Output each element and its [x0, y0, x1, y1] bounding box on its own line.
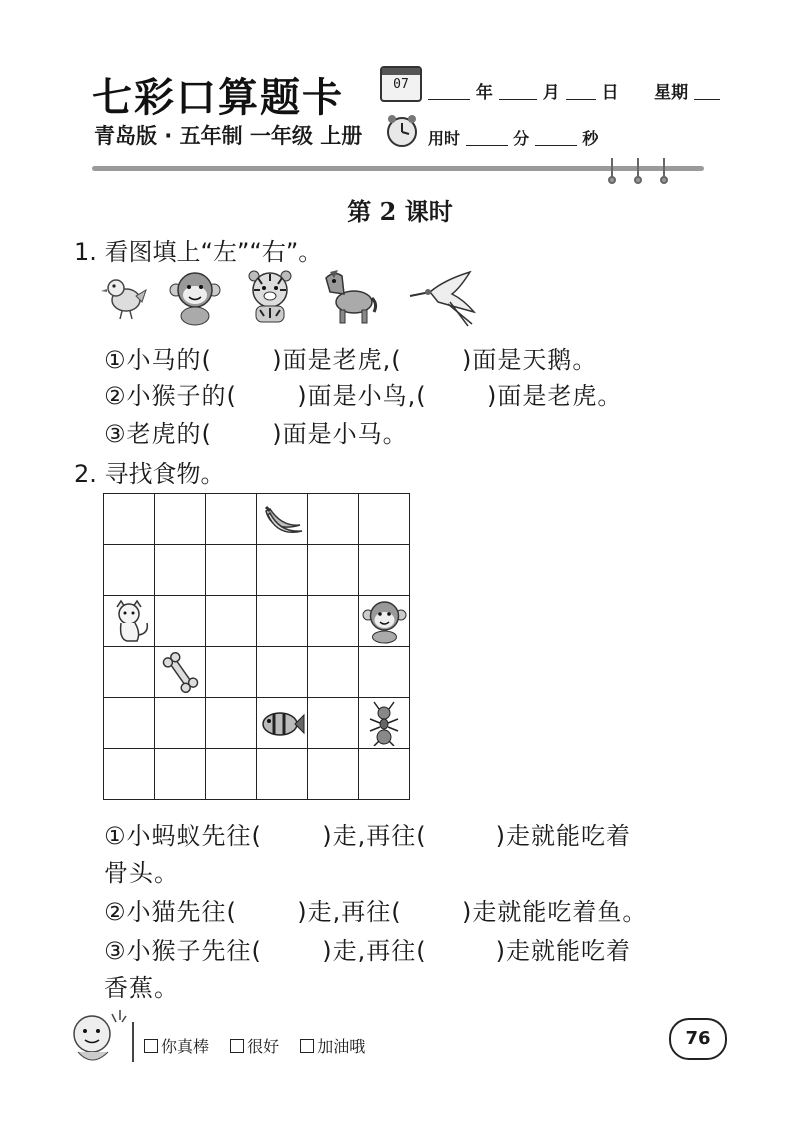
- time-used-label: 用时: [428, 129, 461, 148]
- grid-cell: [155, 545, 206, 596]
- grid-cell: [155, 749, 206, 800]
- rating-option-keep-going[interactable]: 加油哦: [300, 1037, 365, 1056]
- grid-cell: [104, 647, 155, 698]
- grid-cell: [155, 647, 206, 698]
- checkbox-icon: [300, 1039, 314, 1053]
- time-used-line: [428, 126, 598, 149]
- grid-cell: [206, 494, 257, 545]
- grid-cell: [155, 698, 206, 749]
- bird-icon: [100, 272, 148, 322]
- grid-cell: [257, 545, 308, 596]
- self-rating: [144, 1034, 381, 1057]
- date-fill-line: [428, 78, 720, 103]
- q2-item-1-cont: 骨头。: [104, 859, 179, 887]
- grid-cell: [257, 647, 308, 698]
- grid-cell: [359, 596, 410, 647]
- q2-item-1: ①小蚂蚁先往( )走,再往( )走就能吃着: [104, 822, 632, 850]
- grid-cell: [359, 647, 410, 698]
- footer-divider: [132, 1022, 134, 1062]
- grid-cell: [104, 494, 155, 545]
- q1-item-3: ③老虎的( )面是小马。: [104, 420, 408, 448]
- grid-cell: [206, 596, 257, 647]
- grid-cell: [206, 647, 257, 698]
- minute-label: 分: [513, 129, 530, 148]
- day-label: 日: [601, 83, 619, 103]
- banana-icon: [260, 497, 305, 542]
- calendar-day: 07: [393, 77, 409, 92]
- checkbox-icon: [230, 1039, 244, 1053]
- q2-item-3-cont: 香蕉。: [104, 974, 179, 1002]
- fish-icon: [260, 701, 305, 746]
- question-2-title: 2. 寻找食物。: [74, 460, 225, 488]
- question-1-title: 1. 看图填上“左”“右”。: [74, 238, 323, 266]
- weekday-label: 星期: [654, 83, 689, 103]
- q2-item-2: ②小猫先往( )走,再往( )走就能吃着鱼。: [104, 898, 648, 926]
- grid-cell: [359, 494, 410, 545]
- grid-cell: [104, 545, 155, 596]
- grid-cell: [308, 698, 359, 749]
- q1-item-2: ②小猴子的( )面是小鸟,( )面是老虎。: [104, 382, 623, 410]
- grid-cell: [359, 545, 410, 596]
- grid-cell: [308, 647, 359, 698]
- second-label: 秒: [582, 129, 599, 148]
- ant-icon: [362, 701, 407, 746]
- lesson-title: 第 2 课时: [347, 197, 453, 226]
- swan-icon: [408, 266, 478, 328]
- grid-cell: [257, 494, 308, 545]
- food-grid: [103, 493, 413, 803]
- grid-cell: [308, 596, 359, 647]
- tiger-icon: [244, 268, 296, 326]
- grid-cell: [206, 545, 257, 596]
- grid-cell: [206, 749, 257, 800]
- q2-item-3: ③小猴子先往( )走,再往( )走就能吃着: [104, 937, 632, 965]
- grid-cell: [359, 749, 410, 800]
- grid-cell: [155, 596, 206, 647]
- brand-title: 七彩口算题卡: [92, 74, 344, 121]
- grid-cell: [104, 698, 155, 749]
- grid-cell: [104, 596, 155, 647]
- grid-cell: [308, 494, 359, 545]
- mascot-icon: [64, 1008, 134, 1070]
- monkey-icon: [168, 268, 222, 326]
- binder-pins-icon: [604, 156, 674, 184]
- grid-cell: [104, 749, 155, 800]
- bone-icon: [158, 650, 203, 695]
- rating-option-good[interactable]: 很好: [230, 1037, 279, 1056]
- grid-cell: [308, 749, 359, 800]
- month-label: 月: [542, 83, 560, 103]
- year-label: 年: [475, 83, 493, 103]
- grid-cell: [155, 494, 206, 545]
- page-number: 76: [669, 1018, 727, 1060]
- grid-cell: [308, 545, 359, 596]
- monkey-icon: [362, 599, 407, 644]
- grid-cell: [206, 698, 257, 749]
- cat-icon: [107, 599, 152, 644]
- checkbox-icon: [144, 1039, 158, 1053]
- rating-option-great[interactable]: 你真棒: [144, 1037, 209, 1056]
- calendar-icon: [380, 66, 422, 102]
- horse-icon: [320, 268, 378, 326]
- edition-label: 青岛版 · 五年制 一年级 上册: [94, 124, 363, 148]
- grid-cell: [257, 749, 308, 800]
- q1-item-1: ①小马的( )面是老虎,( )面是天鹅。: [104, 346, 598, 374]
- grid-cell: [257, 596, 308, 647]
- alarm-clock-icon: [384, 112, 420, 148]
- grid-cell: [257, 698, 308, 749]
- grid-cell: [359, 698, 410, 749]
